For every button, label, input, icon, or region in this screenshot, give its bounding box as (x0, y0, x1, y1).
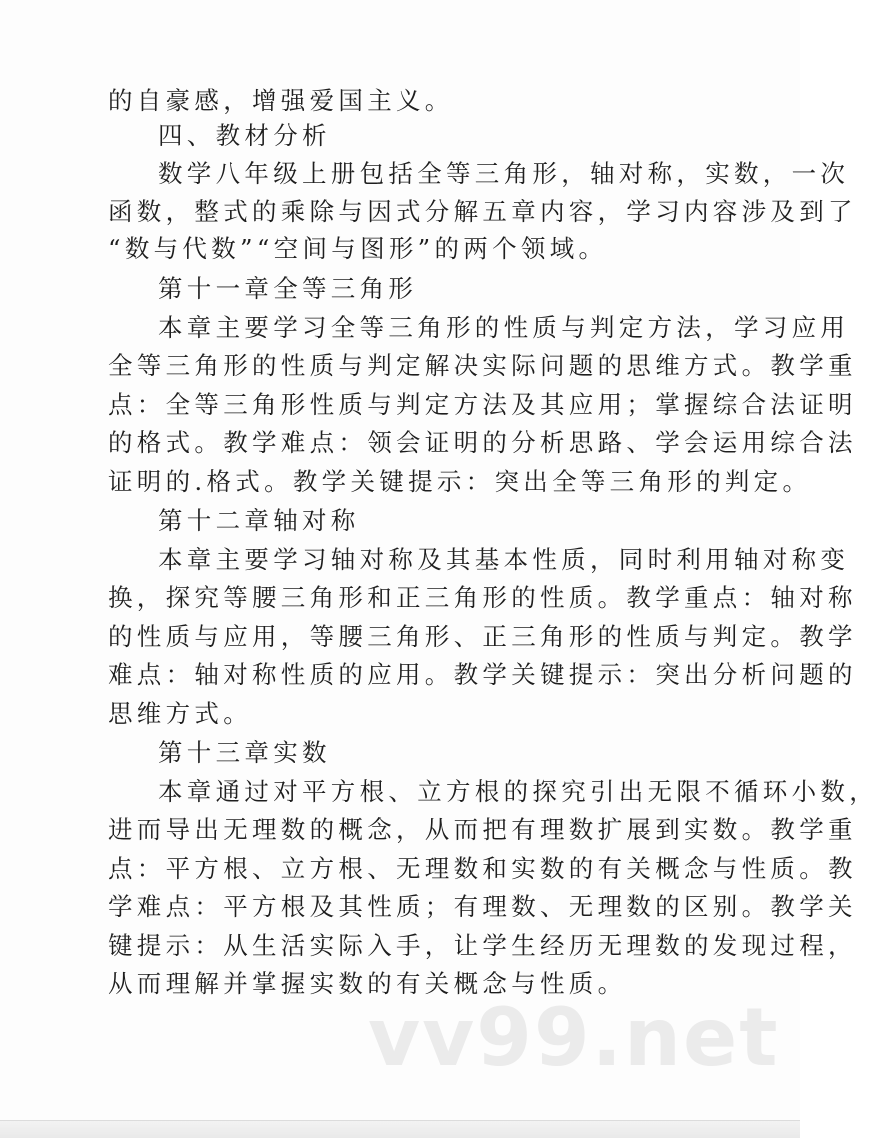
chapter-heading: 第十二章轴对称 (158, 506, 360, 535)
text-line: 数学八年级上册包括全等三角形，轴对称，实数，一次 (158, 159, 850, 188)
text-line: 函数，整式的乘除与因式分解五章内容，学习内容涉及到了 (108, 197, 857, 226)
text-line: 本章主要学习全等三角形的性质与判定方法，学习应用 (158, 313, 850, 342)
text-line: “数与代数”“空间与图形”的两个领域。 (108, 234, 608, 263)
text-line: 证明的.格式。教学关键提示：突出全等三角形的判定。 (108, 467, 812, 496)
section-heading: 四、教材分析 (158, 121, 331, 150)
text-line: 的性质与应用，等腰三角形、正三角形的性质与判定。教学 (108, 622, 857, 651)
text-line: 键提示：从生活实际入手，让学生经历无理数的发现过程， (108, 931, 857, 960)
chapter-heading: 第十三章实数 (158, 738, 331, 767)
text-line: 全等三角形的性质与判定解决实际问题的思维方式。教学重 (108, 351, 857, 380)
text-line: 本章通过对平方根、立方根的探究引出无限不循环小数， (158, 777, 878, 806)
text-line: 的格式。教学难点：领会证明的分析思路、学会运用综合法 (108, 428, 857, 457)
text-line: 难点：轴对称性质的应用。教学关键提示：突出分析问题的 (108, 660, 857, 689)
chapter-heading: 第十一章全等三角形 (158, 274, 418, 303)
text-line: 从而理解并掌握实数的有关概念与性质。 (108, 969, 627, 998)
text-line: 进而导出无理数的概念，从而把有理数扩展到实数。教学重 (108, 815, 857, 844)
text-line: 的自豪感，增强爱国主义。 (108, 86, 454, 115)
text-line: 学难点：平方根及其性质；有理数、无理数的区别。教学关 (108, 892, 857, 921)
text-line: 点：全等三角形性质与判定方法及其应用；掌握综合法证明 (108, 390, 857, 419)
text-line: 换，探究等腰三角形和正三角形的性质。教学重点：轴对称 (108, 583, 857, 612)
text-line: 点：平方根、立方根、无理数和实数的有关概念与性质。教 (108, 854, 857, 883)
text-line: 本章主要学习轴对称及其基本性质，同时利用轴对称变 (158, 545, 850, 574)
page-bottom-edge (0, 1120, 800, 1138)
text-line: 思维方式。 (108, 699, 252, 728)
watermark: vv99.net (368, 991, 780, 1084)
